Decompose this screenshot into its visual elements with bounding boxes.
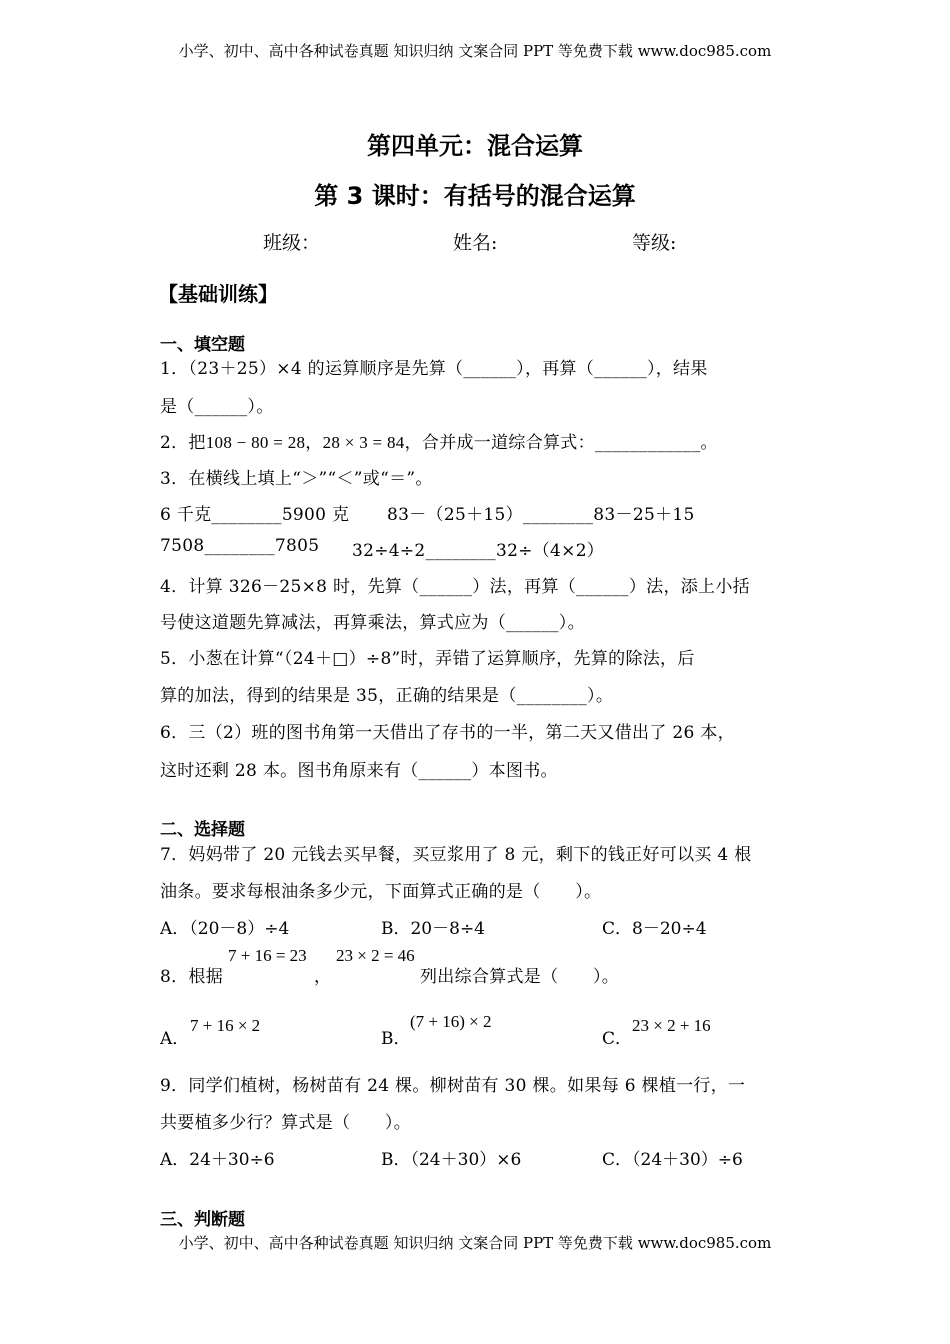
q5-line2: 算的加法，得到的结果是 35，正确的结果是（________）。 (160, 686, 614, 706)
q7-option-b: B．20－8÷4 (381, 919, 486, 939)
q3-row2a: 7508________7805 (160, 536, 320, 556)
name-label: 姓名: (453, 232, 498, 254)
q8-option-c-label: C． (602, 1029, 633, 1049)
q2 (160, 428, 718, 453)
q8-sep: ， (314, 967, 332, 987)
q5-line1: 5．小葱在计算“（24＋□）÷8”时，弄错了运算顺序，先算的除法，后 (160, 649, 695, 669)
q9-option-a: A．24＋30÷6 (160, 1150, 275, 1170)
q3-row1b: 83－（25＋15）________83－25＋15 (387, 505, 695, 525)
q8-eq1: 7 + 16 = 23 (228, 946, 307, 965)
q8-option-b-expr: (7 + 16) × 2 (410, 1012, 492, 1031)
q4-line2: 号使这道题先算减法，再算乘法，算式应为（______）。 (160, 613, 585, 633)
q9-option-b: B．（24＋30）×6 (381, 1150, 522, 1170)
q2-eq1: 108 − 80 = 28 (205, 433, 306, 452)
q9-line1: 9．同学们植树，杨树苗有 24 棵。柳树苗有 30 棵。如果每 6 棵植一行，一 (160, 1076, 746, 1096)
q3-row1a: 6 千克________5900 克 (160, 505, 350, 525)
class-label: 班级： (263, 232, 321, 254)
q7-option-a: A．（20－8）÷4 (160, 919, 290, 939)
lesson-title: 第 3 课时：有括号的混合运算 (314, 182, 636, 210)
q2-sep: ， (305, 433, 323, 453)
q8-option-a-label: A． (160, 1029, 190, 1049)
q7-option-c: C．8－20÷4 (602, 919, 707, 939)
q9-option-c: C．（24＋30）÷6 (602, 1150, 743, 1170)
q2-eq2: 28 × 3 = 84 (322, 433, 405, 452)
grade-label: 等级: (632, 232, 677, 254)
q8-eq2: 23 × 2 = 46 (336, 946, 415, 965)
q8-suffix: 列出综合算式是（ ）。 (420, 967, 620, 987)
q6-line2: 这时还剩 28 本。图书角原来有（______）本图书。 (160, 761, 558, 781)
q8-prefix: 8．根据 (160, 967, 224, 987)
q7-line2: 油条。要求每根油条多少元，下面算式正确的是（ ）。 (160, 882, 602, 902)
q6-line1: 6．三（2）班的图书角第一天借出了存书的一半，第二天又借出了 26 本， (160, 723, 735, 743)
section-choice-heading: 二、选择题 (160, 820, 245, 840)
q1-line2: 是（______）。 (160, 397, 274, 417)
q8-option-a-expr: 7 + 16 × 2 (190, 1016, 261, 1035)
q1-line1: 1．（23＋25）×4 的运算顺序是先算（______），再算（______），结果 (160, 359, 708, 379)
q8-option-c-expr: 23 × 2 + 16 (632, 1016, 711, 1035)
page-header: 小学、初中、高中各种试卷真题 知识归纳 文案合同 PPT 等免费下载 www.doc985.com (178, 42, 772, 60)
q7-line1: 7．妈妈带了 20 元钱去买早餐，买豆浆用了 8 元，剩下的钱正好可以买 4 根 (160, 845, 752, 865)
section-judge-heading: 三、判断题 (160, 1210, 245, 1230)
q2-suffix: ，合并成一道综合算式：____________。 (404, 433, 718, 453)
q9-line2: 共要植多少行？算式是（ ）。 (160, 1113, 411, 1133)
q2-prefix: 2．把 (160, 433, 206, 453)
basic-training-heading: 【基础训练】 (158, 282, 278, 306)
q4-line1: 4．计算 326－25×8 时，先算（______）法，再算（______）法，添上小括 (160, 577, 750, 597)
q3-row2b: 32÷4÷2________32÷（4×2） (352, 541, 605, 561)
section-fill-heading: 一、填空题 (160, 335, 245, 355)
q8-option-b-label: B． (381, 1029, 411, 1049)
unit-title: 第四单元：混合运算 (367, 132, 583, 160)
q3-line1: 3．在横线上填上“＞”“＜”或“＝”。 (160, 469, 433, 489)
page-footer: 小学、初中、高中各种试卷真题 知识归纳 文案合同 PPT 等免费下载 www.doc985.com (178, 1234, 772, 1252)
